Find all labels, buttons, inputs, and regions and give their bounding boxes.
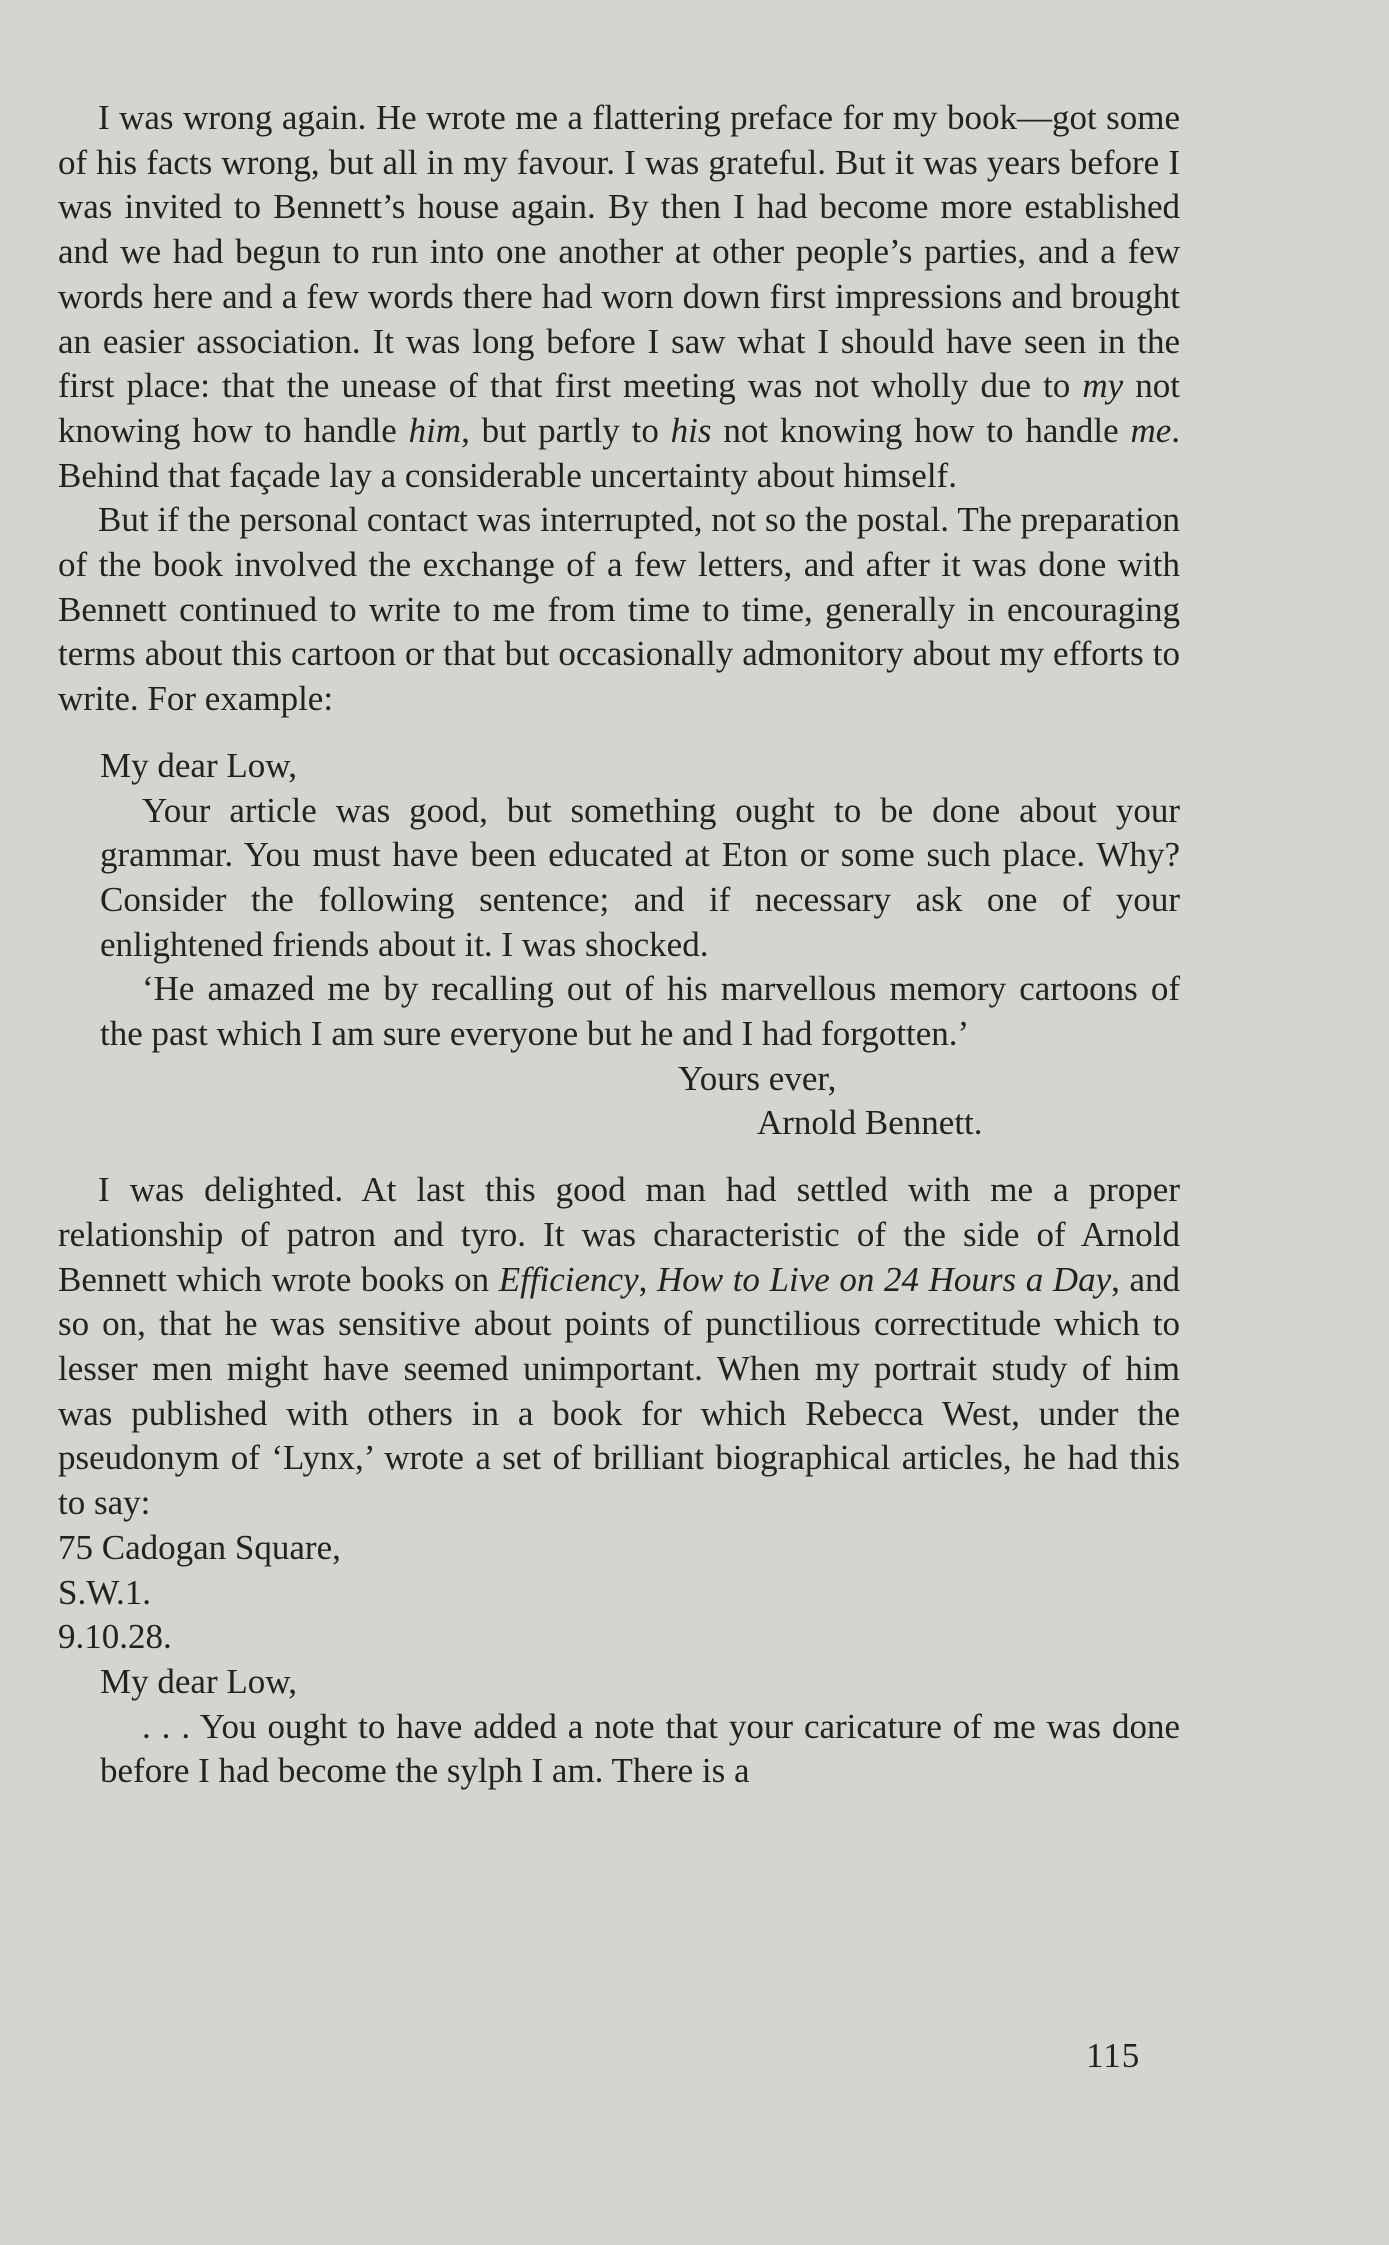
letter-1-quote: ‘He amazed me by recalling out of his marvellous memory cartoons of the past which I am sure everyone but he and I had forgotten.’ [100,969,1180,1054]
letter-1-salutation: My dear Low, [100,745,297,785]
letter-date: 9.10.28. [58,1617,172,1657]
letter-2-salutation: My dear Low, [100,1661,297,1701]
address-line-1: 75 Cadogan Square, [58,1527,341,1567]
letter-2 [100,1660,1180,1794]
page-number: 115 [1086,2036,1141,2075]
letter-1-signature: Arnold Bennett. [757,1103,983,1143]
letter-2-body: . . . You ought to have added a note that your caricature of me was done before I had become the sylph I am. There is a [100,1706,1180,1791]
paragraph-1: I was wrong again. He wrote me a flattering preface for my book—got some of his facts wrong, but all in my favour. I was grateful. But it was years before I was invited to Bennett’s house again. By then I had become more established and we had begun to run into one another at other people’s parties, and a few words here and a few words there had worn down first impressions and brought an easier association. It was long before I saw what I should have seen in the first place: that the unease of that first meeting was not wholly due to my not knowing how to handle him, but partly to his not knowing how to handle me. Behind that façade lay a considerable uncertainty about himself. [58,98,1180,495]
paragraph-2: But if the personal contact was interrupted, not so the postal. The preparation of the book involved the exchange of a few letters, and after it was done with Bennett continued to write to me from time to time, generally in encouraging terms about this cartoon or that but occasionally admonitory about my efforts to write. For example: [58,500,1180,719]
letter-1 [100,744,1180,1146]
letter-2-address [58,1526,1180,1660]
page-text [58,96,1180,1794]
letter-1-closing: Yours ever, [678,1058,837,1098]
letter-1-body: Your article was good, but something ought to be done about your grammar. You must have been educated at Eton or some such place. Why? Consider the following sentence; and if necessary ask one of your enlightened friends about it. I was shocked. [100,790,1180,964]
paragraph-3: I was delighted. At last this good man had settled with me a proper relationship of patron and tyro. It was characteristic of the side of Arnold Bennett which wrote books on Efficiency, How to Live on 24 Hours a Day, and so on, that he was sensitive about points of punctilious correctitude which to lesser men might have seemed unimportant. When my portrait study of him was published with others in a book for which Rebecca West, under the pseudonym of ‘Lynx,’ wrote a set of brilliant biographical articles, he had this to say: [58,1170,1180,1523]
address-line-2: S.W.1. [58,1572,152,1612]
